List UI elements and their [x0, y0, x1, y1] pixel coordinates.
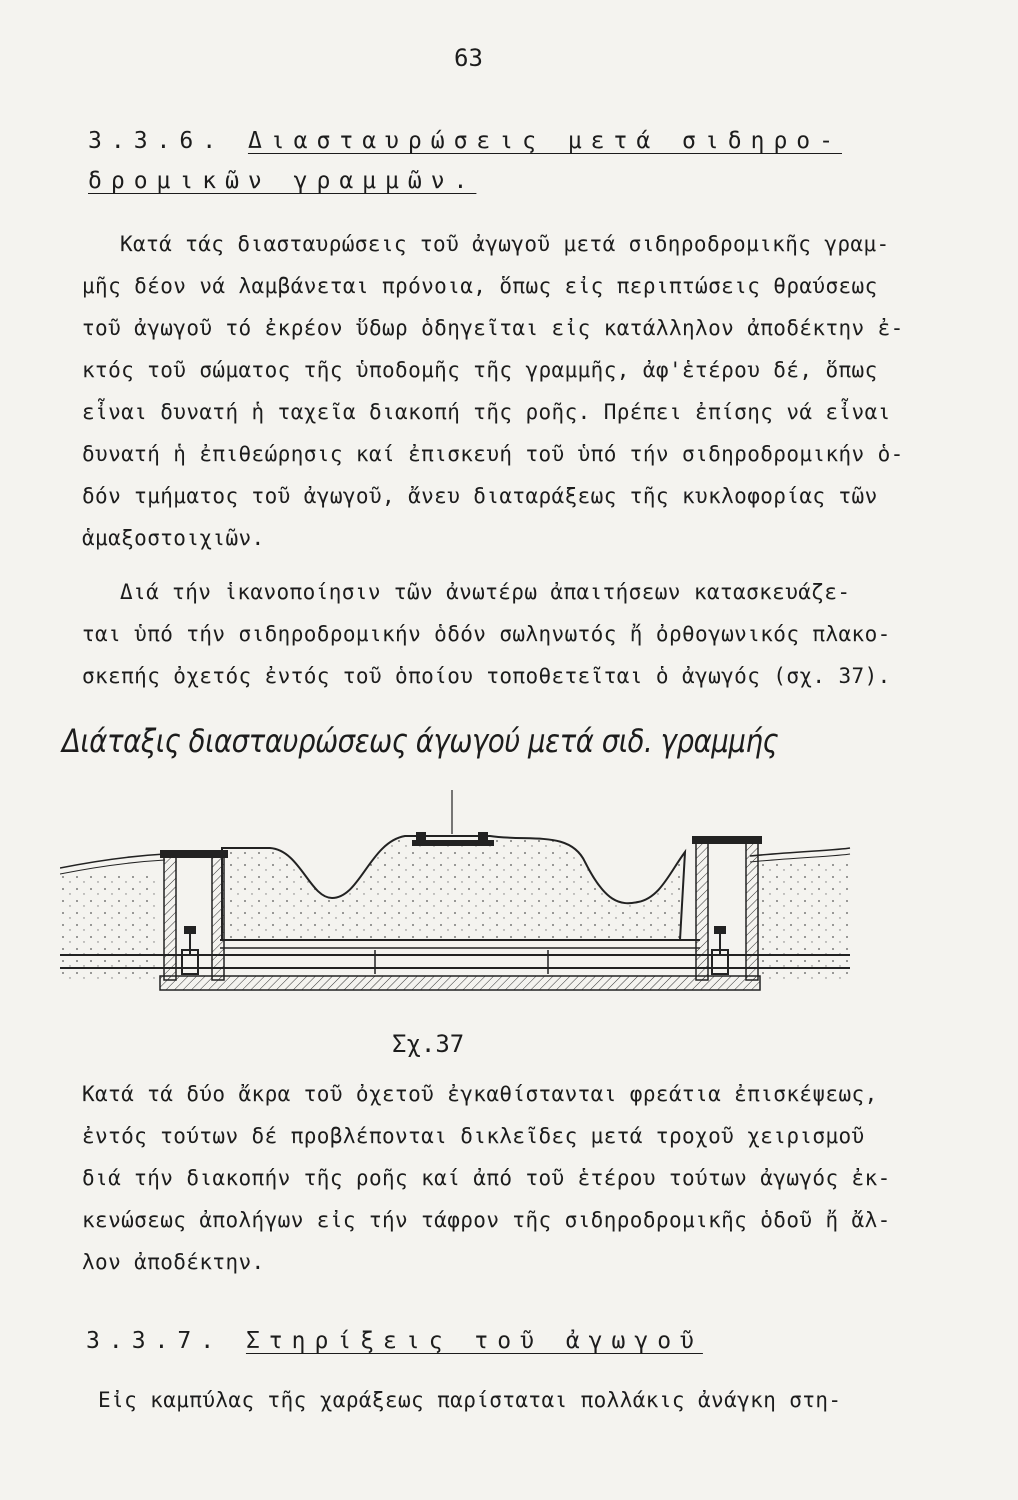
- left-inspection-chamber: [160, 850, 228, 980]
- text-line: Κατά τά δύο ἄκρα τοῦ ὀχετοῦ ἐγκαθίστανται φρεάτια ἐπισκέψεως,: [82, 1082, 878, 1106]
- section-number: 3.3.7.: [86, 1328, 224, 1354]
- section-heading-3-3-6-cont: [88, 168, 476, 194]
- water-pipe: [60, 950, 850, 974]
- text-line: ἐντός τούτων δέ προβλέπονται δικλεῖδες μετά τροχοῦ χειρισμοῦ: [82, 1124, 865, 1148]
- text-line: τοῦ ἀγωγοῦ τό ἐκρέον ὕδωρ ὁδηγεῖται εἰς κατάλληλον ἀποδέκτην ἐ-: [82, 316, 904, 340]
- section-number: 3.3.6.: [88, 128, 226, 154]
- figure-crossing-diagram: [60, 790, 900, 1015]
- text-line: διά τήν διακοπήν τῆς ροῆς καί ἀπό τοῦ ἑτέρου τούτων ἀγωγός ἐκ-: [82, 1166, 891, 1190]
- left-valve-icon: [182, 926, 198, 974]
- text-line: εἶναι δυνατή ἡ ταχεῖα διακοπή τῆς ροῆς. Πρέπει ἐπίσης νά εἶναι: [82, 400, 891, 424]
- text-line: μῆς δέον νά λαμβάνεται πρόνοια, ὅπως εἰς περιπτώσεις θραύσεως: [82, 274, 878, 298]
- section-title-cont: δρομικῶν γραμμῶν.: [88, 168, 477, 194]
- text-line: ται ὑπό τήν σιδηροδρομικήν ὁδόν σωληνωτός ἤ ὀρθογωνικός πλακο-: [82, 622, 891, 646]
- culvert: [160, 940, 760, 990]
- text-line: Εἰς καμπύλας τῆς χαράξεως παρίσταται πολλάκις ἀνάγκη στη-: [98, 1388, 842, 1412]
- section-title: Διασταυρώσεις μετά σιδηρο-: [247, 128, 842, 154]
- text-line: λον ἀποδέκτην.: [82, 1250, 265, 1274]
- text-line: κτός τοῦ σώματος τῆς ὑποδομῆς τῆς γραμμῆς, ἀφ'ἑτέρου δέ, ὅπως: [82, 358, 878, 382]
- embankment: [222, 836, 685, 940]
- section-heading-3-3-6: [88, 128, 842, 154]
- text-line: σκεπής ὀχετός ἐντός τοῦ ὁποίου τοποθετεῖται ὁ ἀγωγός (σχ. 37).: [82, 664, 891, 688]
- text-line: ἁμαξοστοιχιῶν.: [82, 526, 265, 550]
- text-line: Διά τήν ἱκανοποίησιν τῶν ἀνωτέρω ἀπαιτήσεων κατασκευάζε-: [120, 580, 851, 604]
- figure-title: Διάταξις διασταυρώσεως άγωγού μετά σιδ. γραμμής: [62, 722, 779, 760]
- text-line: δυνατή ἡ ἐπιθεώρησις καί ἐπισκευή τοῦ ὑπό τήν σιδηροδρομικήν ὁ-: [82, 442, 904, 466]
- section-heading-3-3-7: [86, 1328, 703, 1354]
- text-line: Κατά τάς διασταυρώσεις τοῦ ἀγωγοῦ μετά σιδηροδρομικῆς γραμ-: [120, 232, 890, 256]
- text-line: κενώσεως ἀπολήγων εἰς τήν τάφρον τῆς σιδηροδρομικῆς ὁδοῦ ἤ ἄλ-: [82, 1208, 891, 1232]
- figure-caption: Σχ.37: [392, 1030, 465, 1058]
- section-title: Στηρίξεις τοῦ ἀγωγοῦ: [245, 1328, 703, 1354]
- page-number: 63: [454, 44, 483, 72]
- right-valve-icon: [712, 926, 728, 974]
- text-line: δόν τμήματος τοῦ ἀγωγοῦ, ἄνευ διαταράξεως τῆς κυκλοφορίας τῶν: [82, 484, 878, 508]
